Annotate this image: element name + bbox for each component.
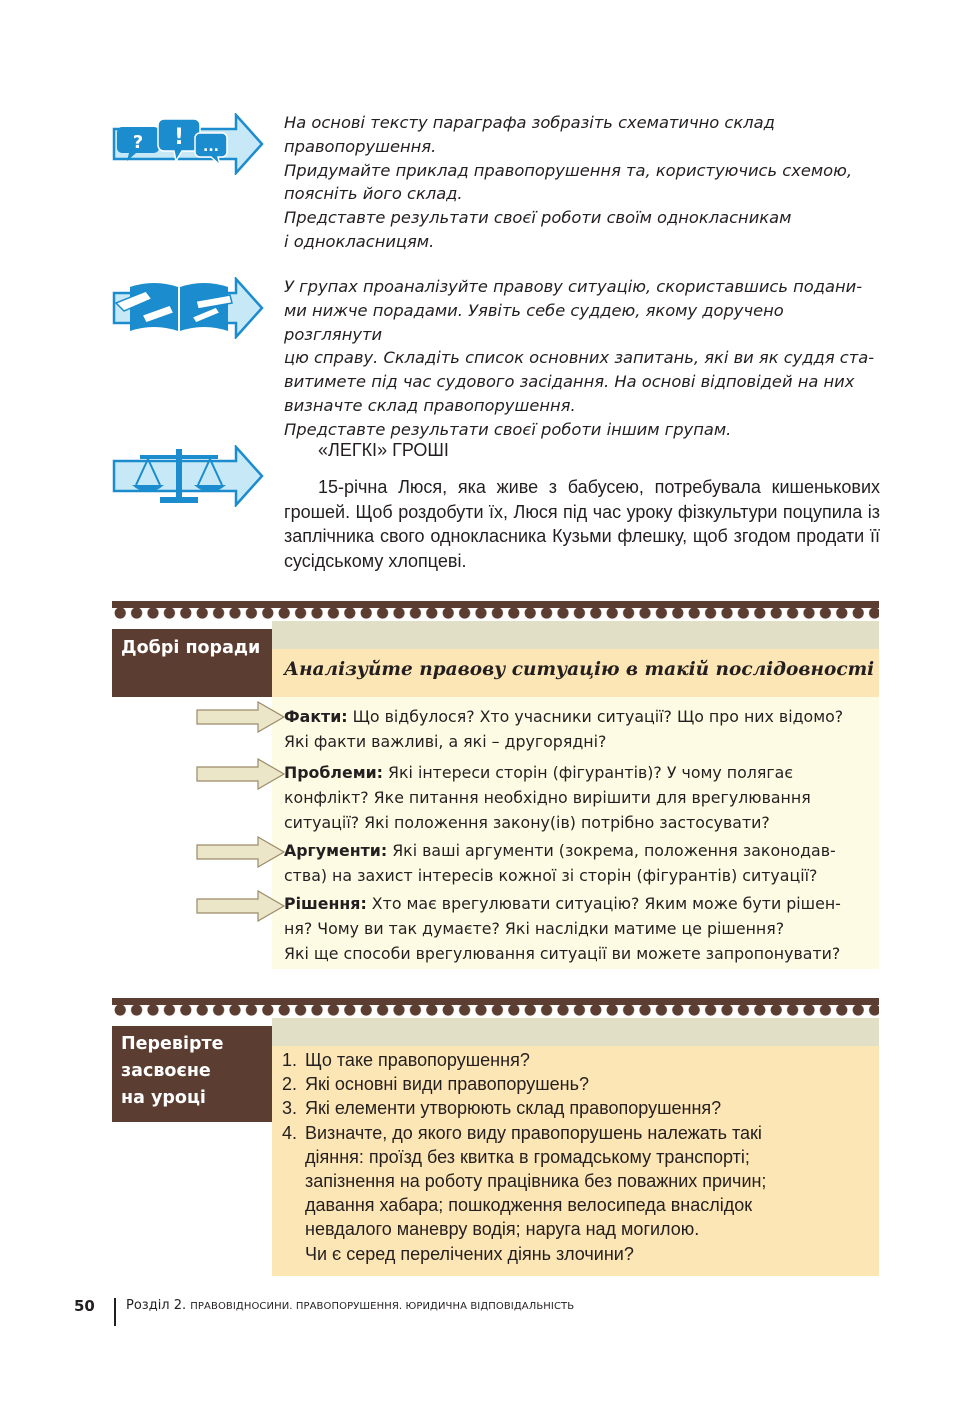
tip-facts: Факти: Що відбулося? Хто учасники ситуації? Що про них відомо? Які факти важливі, а які – другорядні?	[284, 707, 844, 751]
case-title: «ЛЕГКІ» ГРОШІ	[318, 440, 449, 460]
question-1: 1. Що таке правопорушення?	[282, 1050, 530, 1070]
tips-band-top	[272, 621, 879, 649]
svg-text:?: ?	[132, 132, 144, 153]
tip-arguments: Аргументи: Які ваші аргументи (зокрема, положення законодав- ства) на захист інтересів кожної зі сторін (фігурантів) ситуації?	[284, 841, 836, 885]
tips-panel	[112, 601, 879, 971]
footer-divider	[114, 1298, 116, 1326]
tip-decision: Рішення: Хто має врегулювати ситуацію? Яким може бути рішен- ня? Чому ви так думаєте? Які наслідки матиме це рішення? Які ще способи врегулювання ситуації ви можете запропонувати?	[284, 894, 841, 963]
case-body: 15-річна Люся, яка живе з бабусею, потребувала кишенькових грошей. Щоб роздобути їх, Люся під час уроку фізкультури поцупила із заплічника свого однокласника Кузьми флешку, щоб згодом продати її сусідському хлопцеві.	[284, 477, 880, 571]
svg-text:...: ...	[203, 139, 219, 155]
group-work-book-icon	[112, 277, 264, 339]
scales-of-justice-icon	[112, 445, 264, 507]
arrow-right-icon	[196, 701, 286, 733]
arrow-right-icon	[196, 836, 286, 868]
arrow-right-icon	[196, 758, 286, 790]
scalloped-border	[112, 998, 879, 1020]
discussion-bubbles-icon	[112, 113, 264, 175]
page-number: 50	[74, 1297, 95, 1315]
question-3: 3. Які елементи утворюють склад правопорушення?	[282, 1098, 722, 1119]
tip-problems: Проблеми: Які інтереси сторін (фігурантів)? У чому полягає конфлікт? Яке питання необхідно вирішити для врегулювання ситуації? Які положення закону(ів) потрібно застосувати?	[284, 763, 811, 832]
svg-text:!: !	[173, 125, 185, 150]
question-2: 2. Які основні види правопорушень?	[282, 1074, 590, 1095]
review-questions	[282, 1048, 874, 1266]
task-2-text: У групах проаналізуйте правову ситуацію, скориставшись подани- ми нижче порадами. Уявіть себе суддею, якому доручено розглянути цю справу. Складіть список основних запитань, які ви як суддя ста- витимете під час судового засідання. На основі відповідей на них визначте склад правопорушення. Представте результати своєї роботи іншим групам.	[284, 277, 875, 439]
running-footer: Розділ 2. ПРАВОВІДНОСИНИ. ПРАВОПОРУШЕННЯ. ЮРИДИЧНА ВІДПОВІДАЛЬНІСТЬ	[126, 1298, 575, 1313]
arrow-right-icon	[196, 890, 286, 922]
review-band-top	[272, 1018, 879, 1046]
review-panel	[112, 998, 879, 1278]
tips-label: Добрі поради	[112, 629, 272, 697]
question-4: 4. Визначте, до якого виду правопорушень належать такі діяння: проїзд без квитка в громадському транспорті; запізнення на роботу працівника без поважних причин; давання хабара; пошкодження велосипеда внаслідок невдалого маневру водія; наруга над могилою. Чи є серед перелічених діянь злочини?	[282, 1122, 767, 1264]
review-label: Перевірте засвоєне на уроці	[112, 1026, 272, 1122]
task-1-text: На основі тексту параграфа зобразіть схематично склад правопорушення. Придумайте приклад правопорушення та, користуючись схемою, поясніть його склад. Представте результати своєї роботи своїм однокласникам і однокласницям.	[284, 113, 852, 251]
scalloped-border	[112, 601, 879, 623]
tips-heading: Аналізуйте правову ситуацію в такій послідовності	[284, 659, 875, 680]
